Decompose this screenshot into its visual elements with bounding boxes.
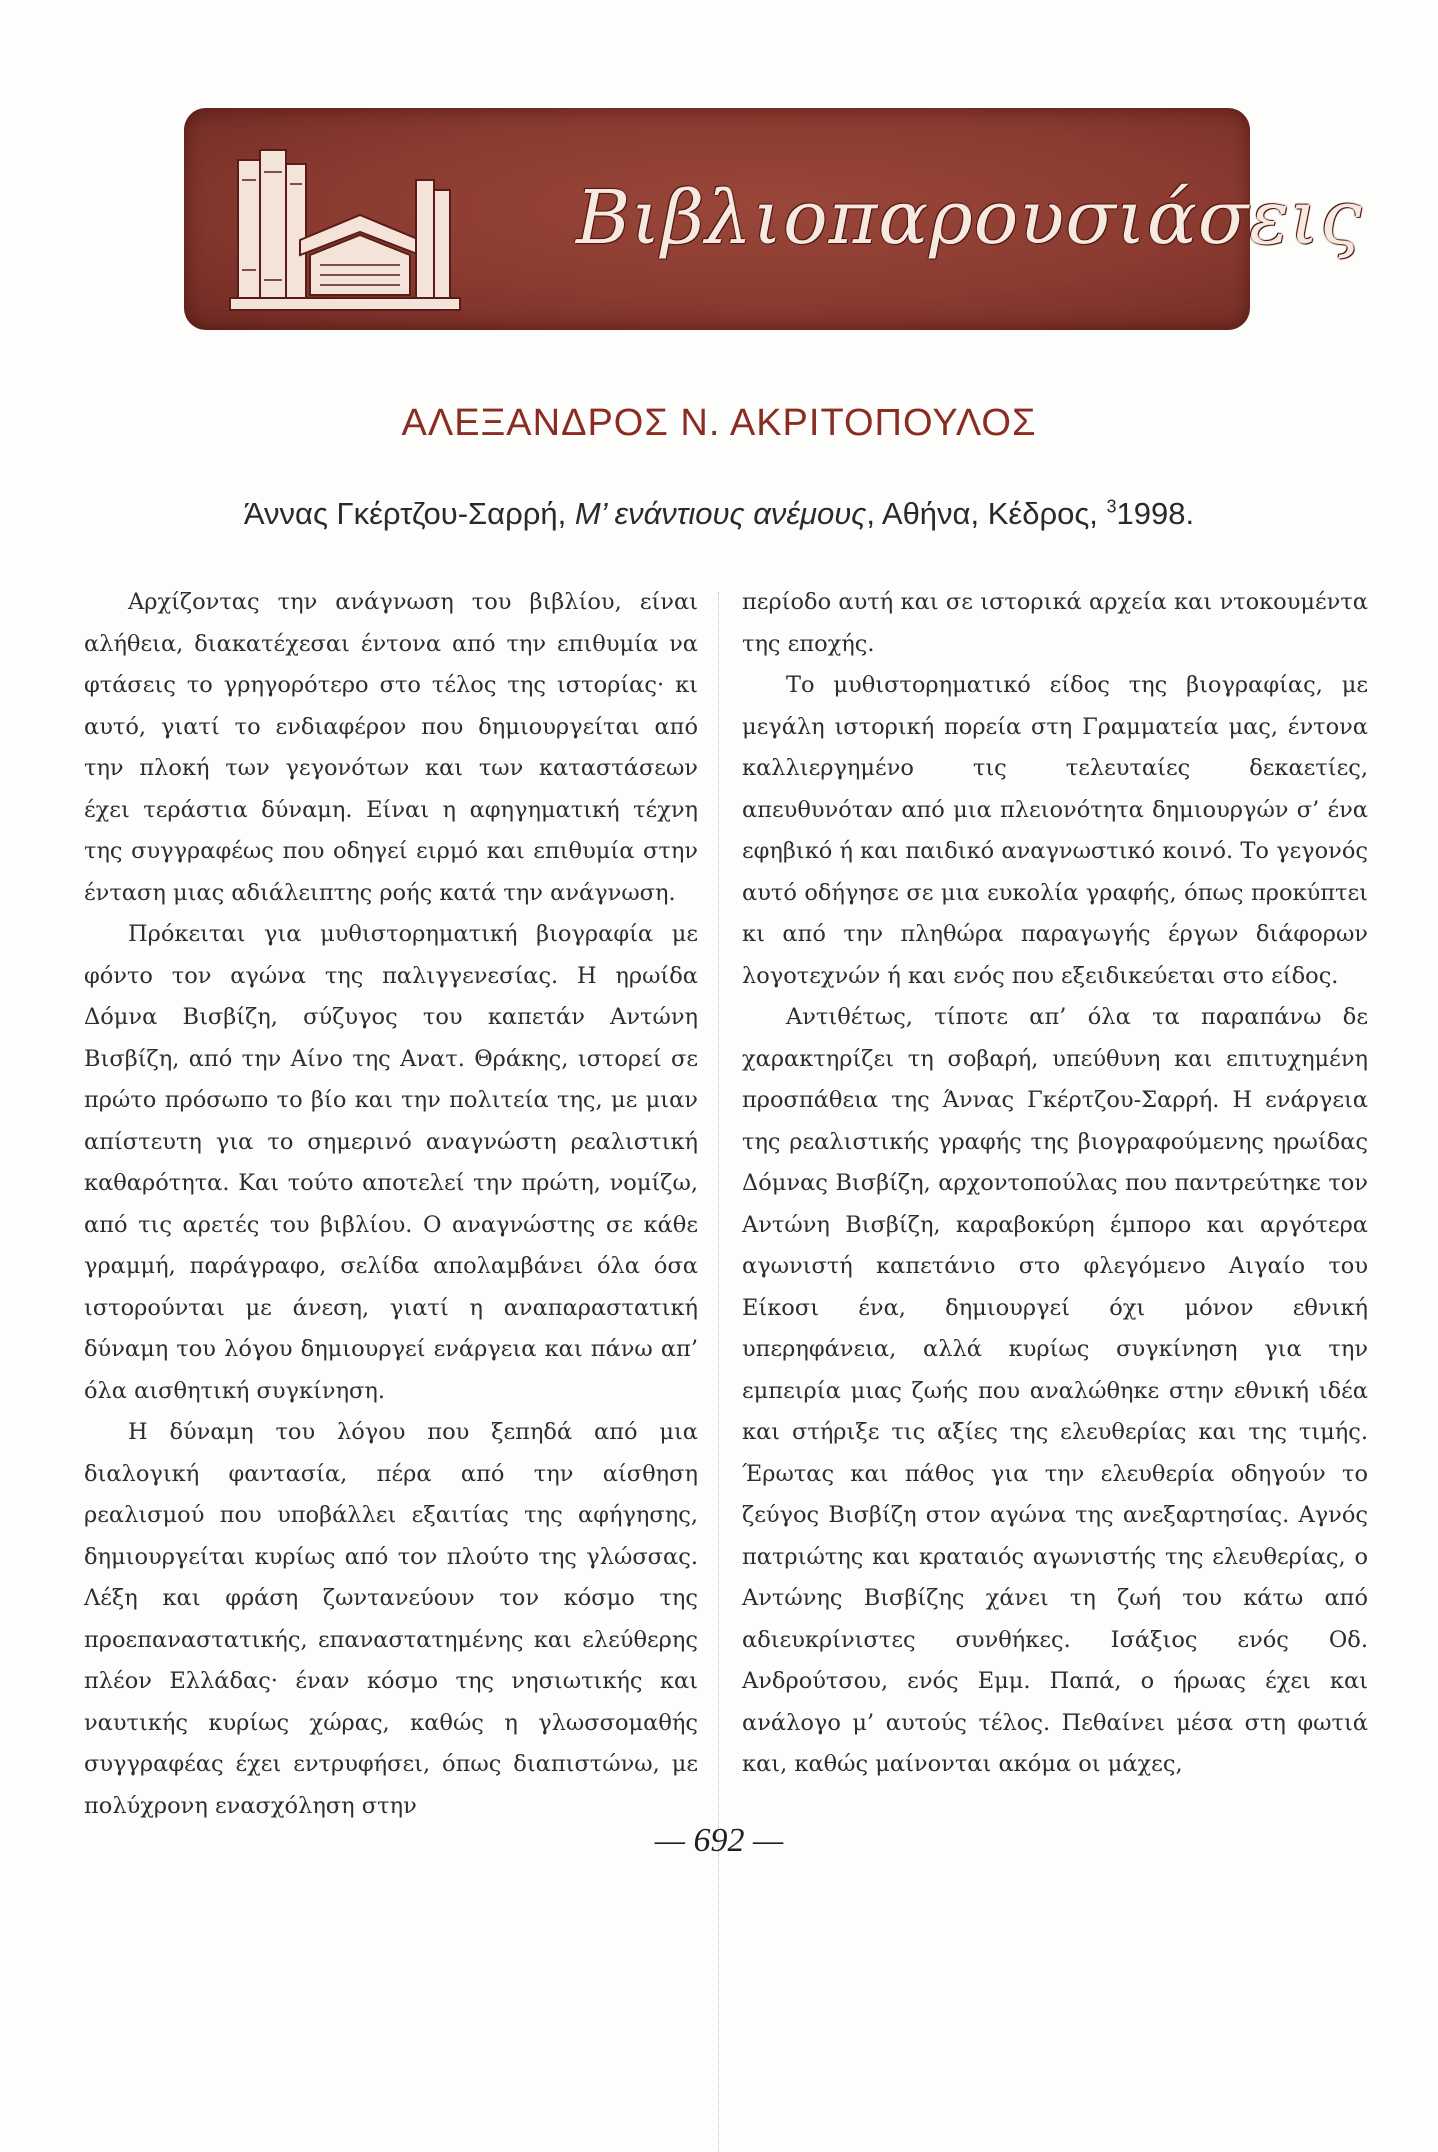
book-edition: 3 <box>1106 496 1117 517</box>
section-title: Βιβλιοπαρουσιάσεις <box>576 175 1363 261</box>
paragraph: Πρόκειται για μυθιστορηματική βιογραφία με φόντο τον αγώνα της παλιγγενεσίας. Η ηρωίδα Δόμνα Βισβίζη, σύζυγος του καπετάν Αντώνη Βισβίζη, από την Αίνο της Ανατ. Θράκης, ιστορεί σε πρώτο πρόσωπο το βίο και την πολιτεία της, με μιαν απίστευτη για το σημερινό αναγνώστη ρεαλιστική καθαρότητα. Και τούτο αποτελεί την πρώτη, νομίζω, από τις αρετές του βιβλίου. Ο αναγνώστης σε κάθε γραμμή, παράγραφο, σελίδα απολαμβάνει όλα όσα ιστορούνται με άνεση, γιατί η αναπαραστατική δύναμη του λόγου δημιουργεί ενάργεια και πάνω απ’ όλα αισθητική συγκίνηση. <box>84 921 698 1404</box>
column-divider <box>718 592 719 2152</box>
paragraph: Η δύναμη του λόγου που ξεπηδά από μια διαλογική φαντασία, πέρα από την αίσθηση ρεαλισμού που υποβάλλει εξαιτίας της αφήγησης, δημιουργείται κυρίως από τον πλούτο της γλώσσας. Λέξη και φράση ζωντανεύουν τον κόσμο της προεπαναστατικής, επαναστατημένης και ελεύθερης πλέον Ελλάδας· έναν κόσμο της νησιωτικής και ναυτικής κυρίως χώρας, καθώς η γλωσσομαθής συγγραφέας έχει εντρυφήσει, όπως διαπιστώνω, με πολύχρονη ενασχόληση στην <box>84 1419 698 1819</box>
paragraph: περίοδο αυτή και σε ιστορικά αρχεία και ντοκουμέντα της εποχής. <box>742 589 1368 657</box>
left-column <box>84 582 698 1827</box>
book-reference <box>0 496 1438 532</box>
article-author: ΑΛΕΞΑΝΔΡΟΣ Ν. ΑΚΡΙΤΟΠΟΥΛΟΣ <box>401 402 1037 444</box>
paragraph: Αντιθέτως, τίποτε απ’ όλα τα παραπάνω δε χαρακτηρίζει τη σοβαρή, υπεύθυνη και επιτυχημένη προσπάθεια της Άννας Γκέρτζου-Σαρρή. Η ενάργεια της ρεαλιστικής γραφής της βιογραφούμενης ηρωίδας Δόμνας Βισβίζη, αρχοντοπούλας που παντρεύτηκε τον Αντώνη Βισβίζη, καραβοκύρη έμπορο και αργότερα αγωνιστή καπετάνιο στο φλεγόμενο Αιγαίο του Είκοσι ένα, δημιουργεί όχι μόνον εθνική υπερηφάνεια, αλλά κυρίως συγκίνηση για την εμπειρία μιας ζωής που αναλώθηκε στην εθνική ιδέα και στήριξε τις αξίες της ελευθερίας και της τιμής. Έρωτας και πάθος για την ελευθερία οδηγούν το ζεύγος Βισβίζη στον αγώνα της ανεξαρτησίας. Αγνός πατριώτης και κραταιός αγωνιστής της ελευθερίας, ο Αντώνης Βισβίζης χάνει τη ζωή του κάτω από αδιευκρίνιστες συνθήκες. Ισάξιος ενός Οδ. Ανδρούτσου, ενός Εμμ. Παπά, ο ήρωας έχει και ανάλογο μ’ αυτούς τέλος. Πεθαίνει μέσα στη φωτιά και, καθώς μαίνονται ακόμα οι μάχες, <box>742 1004 1368 1777</box>
book-author: Άννας Γκέρτζου-Σαρρή, <box>243 496 575 531</box>
book-publisher: , Αθήνα, Κέδρος, <box>866 496 1107 531</box>
paragraph: Το μυθιστορηματικό είδος της βιογραφίας, με μεγάλη ιστορική πορεία στη Γραμματεία μας, έντονα καλλιεργημένο τις τελευταίες δεκαετίες, απευθυνόταν από μια πλειονότητα δημιουργών σ’ ένα εφηβικό ή και παιδικό αναγνωστικό κοινό. Το γεγονός αυτό οδήγησε σε μια ευκολία γραφής, όπως προκύπτει κι από την πληθώρα παραγωγής έργων διάφορων λογοτεχνών ή και ενός που εξειδικεύεται στο είδος. <box>742 672 1368 989</box>
book-title: Μ’ ενάντιους ανέμους <box>574 496 867 531</box>
right-column <box>742 582 1368 1786</box>
books-stack-icon <box>220 120 470 320</box>
paragraph: Αρχίζοντας την ανάγνωση του βιβλίου, είναι αλήθεια, διακατέχεσαι έντονα από την επιθυμία να φτάσεις το γρηγορότερο στο τέλος της ιστορίας· κι αυτό, γιατί το ενδιαφέρον που δημιουργείται από την πλοκή των γεγονότων και των καταστάσεων έχει τεράστια δύναμη. Είναι η αφηγηματική τέχνη της συγγραφέως που οδηγεί ειρμό και επιθυμία στην ένταση μιας αδιάλειπτης ροής κατά την ανάγνωση. <box>84 589 698 906</box>
book-year: 1998. <box>1116 496 1195 531</box>
page-number: — 692 — <box>654 1822 784 1859</box>
section-banner <box>184 108 1363 330</box>
